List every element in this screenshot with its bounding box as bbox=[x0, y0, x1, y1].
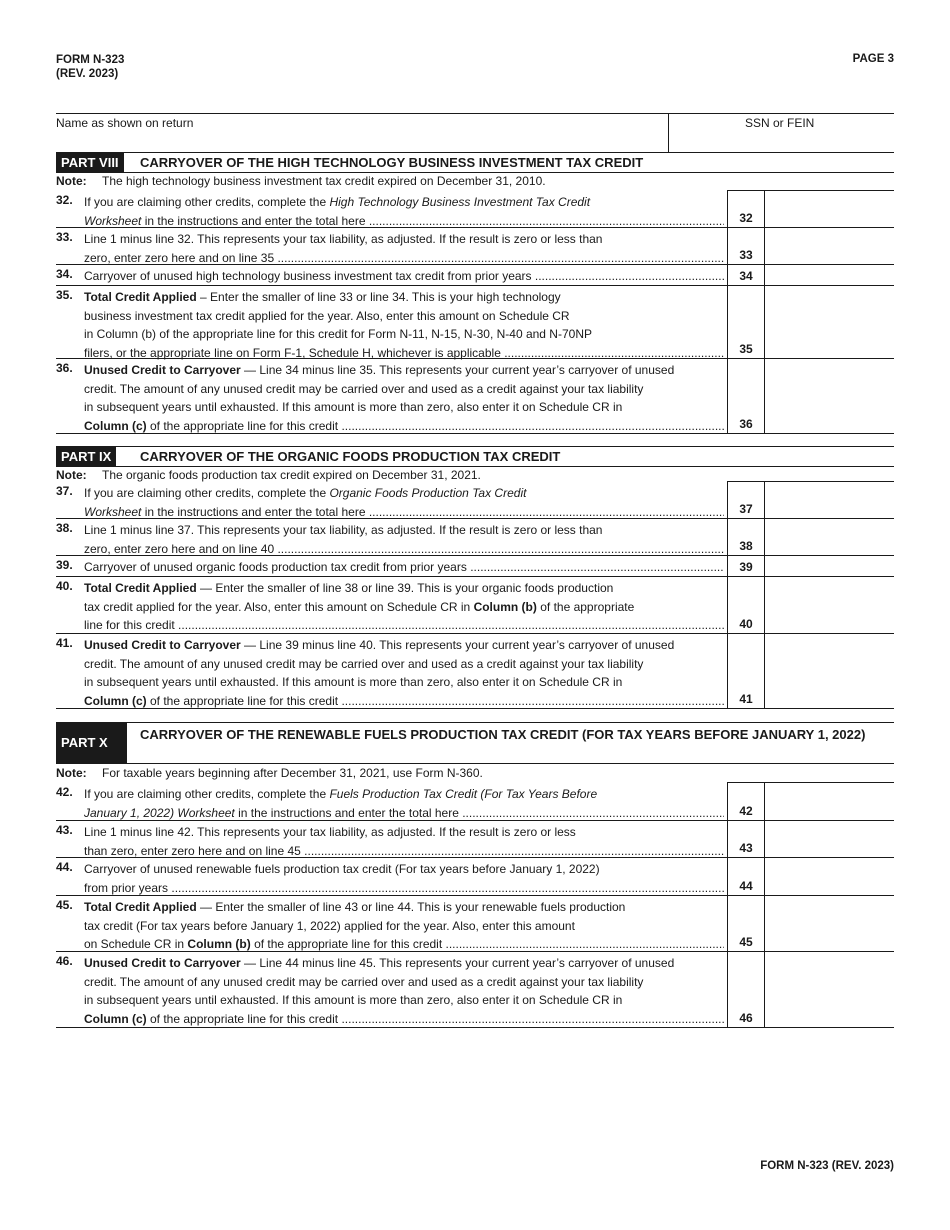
line-description: Total Credit Applied — Enter the smaller of line 38 or line 39. This is your organic foods production tax credit applied for the year. Also, enter this amount on Schedule CR in Column (b) of the appropriate line for this credit ..... bbox=[84, 579, 724, 635]
name-label: Name as shown on return bbox=[56, 116, 194, 130]
line-45 bbox=[56, 895, 894, 952]
line-number: 44. bbox=[56, 860, 73, 874]
line-41 bbox=[56, 633, 894, 709]
line-box-number: 32 bbox=[727, 190, 765, 227]
line-36 bbox=[56, 358, 894, 434]
line-description: If you are claiming other credits, complete the Organic Foods Production Tax Credit Worksheet in the instructions and enter the total here ..... bbox=[84, 484, 724, 521]
part-ix-header bbox=[56, 446, 894, 467]
line-description: Total Credit Applied — Enter the smaller of line 43 or line 44. This is your renewable fuels production tax credit (For tax years before January 1, 2022) applied for the year. Also, enter this amount on Schedule CR in Column (b) of the appropriate line for this credit ..... bbox=[84, 898, 724, 954]
part-viii bbox=[56, 152, 894, 433]
line-number: 39. bbox=[56, 558, 73, 572]
part-x bbox=[56, 722, 894, 1026]
line-box-number: 34 bbox=[727, 264, 765, 285]
line-box-number: 37 bbox=[727, 481, 765, 518]
line-43 bbox=[56, 820, 894, 858]
line-33-amount-field[interactable] bbox=[764, 227, 894, 264]
line-46-amount-field[interactable] bbox=[764, 951, 894, 1027]
line-number: 40. bbox=[56, 579, 73, 593]
note-label: Note: bbox=[56, 174, 87, 188]
form-name: FORM N-323 bbox=[56, 54, 125, 66]
line-number: 45. bbox=[56, 898, 73, 912]
line-box-number: 35 bbox=[727, 285, 765, 358]
line-42 bbox=[56, 782, 894, 821]
line-number: 46. bbox=[56, 954, 73, 968]
part-ix bbox=[56, 446, 894, 708]
line-32-amount-field[interactable] bbox=[764, 190, 894, 227]
part-viii-title: CARRYOVER OF THE HIGH TECHNOLOGY BUSINESS INVESTMENT TAX CREDIT bbox=[140, 155, 644, 170]
line-description: Line 1 minus line 42. This represents your tax liability, as adjusted. If the result is zero or less than zero, enter zero here and on line 45 ..... bbox=[84, 823, 724, 860]
line-37 bbox=[56, 481, 894, 519]
note-text: For taxable years beginning after December 31, 2021, use Form N-360. bbox=[102, 766, 483, 780]
line-41-amount-field[interactable] bbox=[764, 633, 894, 708]
line-description: If you are claiming other credits, complete the Fuels Production Tax Credit (For Tax Years Before January 1, 2022) Worksheet in the instructions and enter the total here ..... bbox=[84, 785, 724, 822]
line-number: 38. bbox=[56, 521, 73, 535]
line-44 bbox=[56, 857, 894, 896]
line-description: If you are claiming other credits, complete the High Technology Business Investment Tax Credit Worksheet in the instructions and enter the total here ..... bbox=[84, 193, 724, 230]
line-34-amount-field[interactable] bbox=[764, 264, 894, 285]
line-number: 43. bbox=[56, 823, 73, 837]
line-box-number: 40 bbox=[727, 576, 765, 633]
note-text: The organic foods production tax credit expired on December 31, 2021. bbox=[102, 468, 481, 482]
line-45-amount-field[interactable] bbox=[764, 895, 894, 951]
part-viii-tag: PART VIII bbox=[56, 153, 124, 172]
part-viii-header bbox=[56, 152, 894, 173]
note-label: Note: bbox=[56, 468, 87, 482]
line-40-amount-field[interactable] bbox=[764, 576, 894, 633]
line-39 bbox=[56, 555, 894, 577]
line-description: Total Credit Applied – Enter the smaller of line 33 or line 34. This is your high technology business investment tax credit applied for the year. Also, enter this amount on Schedule CR in Column (b) of the appropriate line for this credit for Form N-11, N-15, N-30, N-40 and N-70NP filers, or the appropriate line on Form F-1, Schedule H, whichever is applicable ..... bbox=[84, 288, 724, 362]
line-37-amount-field[interactable] bbox=[764, 481, 894, 518]
name-field[interactable] bbox=[56, 114, 669, 152]
line-number: 42. bbox=[56, 785, 73, 799]
line-number: 36. bbox=[56, 361, 73, 375]
part-x-tag: PART X bbox=[56, 723, 127, 763]
line-description: Line 1 minus line 32. This represents your tax liability, as adjusted. If the result is zero or less than zero, enter zero here and on line 35 ..... bbox=[84, 230, 724, 267]
line-number: 37. bbox=[56, 484, 73, 498]
line-box-number: 33 bbox=[727, 227, 765, 264]
line-35 bbox=[56, 285, 894, 359]
line-description: Unused Credit to Carryover — Line 44 minus line 45. This represents your current year’s carryover of unused credit. The amount of any unused credit may be carried over and used as a credit against your tax liability in subsequent years until exhausted. If this amount is more than zero, also enter it on Schedule CR in Column (c) of the appropriate line for this credit ..... bbox=[84, 954, 724, 1028]
line-description: Carryover of unused renewable fuels production tax credit (For tax years before January 1, 2022) from prior years ..... bbox=[84, 860, 724, 897]
line-number: 32. bbox=[56, 193, 73, 207]
line-number: 34. bbox=[56, 267, 73, 281]
form-revision: (REV. 2023) bbox=[56, 68, 119, 80]
line-description: Unused Credit to Carryover — Line 34 minus line 35. This represents your current year’s carryover of unused credit. The amount of any unused credit may be carried over and used as a credit against your tax liability in subsequent years until exhausted. If this amount is more than zero, also enter it on Schedule CR in Column (c) of the appropriate line for this credit ..... bbox=[84, 361, 724, 435]
line-number: 33. bbox=[56, 230, 73, 244]
line-46 bbox=[56, 951, 894, 1028]
line-42-amount-field[interactable] bbox=[764, 782, 894, 820]
line-description: Carryover of unused organic foods production tax credit from prior years ..... bbox=[84, 558, 724, 577]
form-footer: FORM N-323 (REV. 2023) bbox=[760, 1160, 894, 1172]
line-box-number: 36 bbox=[727, 358, 765, 433]
line-box-number: 44 bbox=[727, 857, 765, 895]
page-number: PAGE 3 bbox=[852, 53, 894, 65]
ssn-fein-label: SSN or FEIN bbox=[745, 116, 815, 130]
part-x-note bbox=[56, 766, 483, 780]
line-36-amount-field[interactable] bbox=[764, 358, 894, 433]
line-32 bbox=[56, 190, 894, 228]
line-box-number: 45 bbox=[727, 895, 765, 951]
part-x-title: CARRYOVER OF THE RENEWABLE FUELS PRODUCTION TAX CREDIT (FOR TAX YEARS BEFORE JANUARY 1, 2022) bbox=[140, 727, 866, 742]
line-box-number: 46 bbox=[727, 951, 765, 1027]
line-39-amount-field[interactable] bbox=[764, 555, 894, 576]
note-text: The high technology business investment tax credit expired on December 31, 2010. bbox=[102, 174, 546, 188]
part-ix-title: CARRYOVER OF THE ORGANIC FOODS PRODUCTION TAX CREDIT bbox=[140, 449, 561, 464]
line-33 bbox=[56, 227, 894, 265]
line-38 bbox=[56, 518, 894, 556]
part-ix-tag: PART IX bbox=[56, 447, 116, 466]
part-ix-note bbox=[56, 468, 481, 482]
line-35-amount-field[interactable] bbox=[764, 285, 894, 358]
note-label: Note: bbox=[56, 766, 87, 780]
form-header bbox=[56, 53, 124, 81]
line-43-amount-field[interactable] bbox=[764, 820, 894, 857]
line-number: 35. bbox=[56, 288, 73, 302]
line-description: Unused Credit to Carryover — Line 39 minus line 40. This represents your current year’s carryover of unused credit. The amount of any unused credit may be carried over and used as a credit against your tax liability in subsequent years until exhausted. If this amount is more than zero, also enter it on Schedule CR in Column (c) of the appropriate line for this credit ..... bbox=[84, 636, 724, 710]
taxpayer-info-row bbox=[56, 113, 894, 152]
line-box-number: 41 bbox=[727, 633, 765, 708]
line-description: Carryover of unused high technology business investment tax credit from prior years ..... bbox=[84, 267, 724, 286]
line-box-number: 39 bbox=[727, 555, 765, 576]
line-number: 41. bbox=[56, 636, 73, 650]
line-44-amount-field[interactable] bbox=[764, 857, 894, 895]
line-34 bbox=[56, 264, 894, 286]
part-x-header bbox=[56, 722, 894, 764]
line-box-number: 38 bbox=[727, 518, 765, 555]
part-viii-note bbox=[56, 174, 546, 188]
line-box-number: 43 bbox=[727, 820, 765, 857]
line-description: Line 1 minus line 37. This represents your tax liability, as adjusted. If the result is zero or less than zero, enter zero here and on line 40 ..... bbox=[84, 521, 724, 558]
line-38-amount-field[interactable] bbox=[764, 518, 894, 555]
line-40 bbox=[56, 576, 894, 634]
line-box-number: 42 bbox=[727, 782, 765, 820]
